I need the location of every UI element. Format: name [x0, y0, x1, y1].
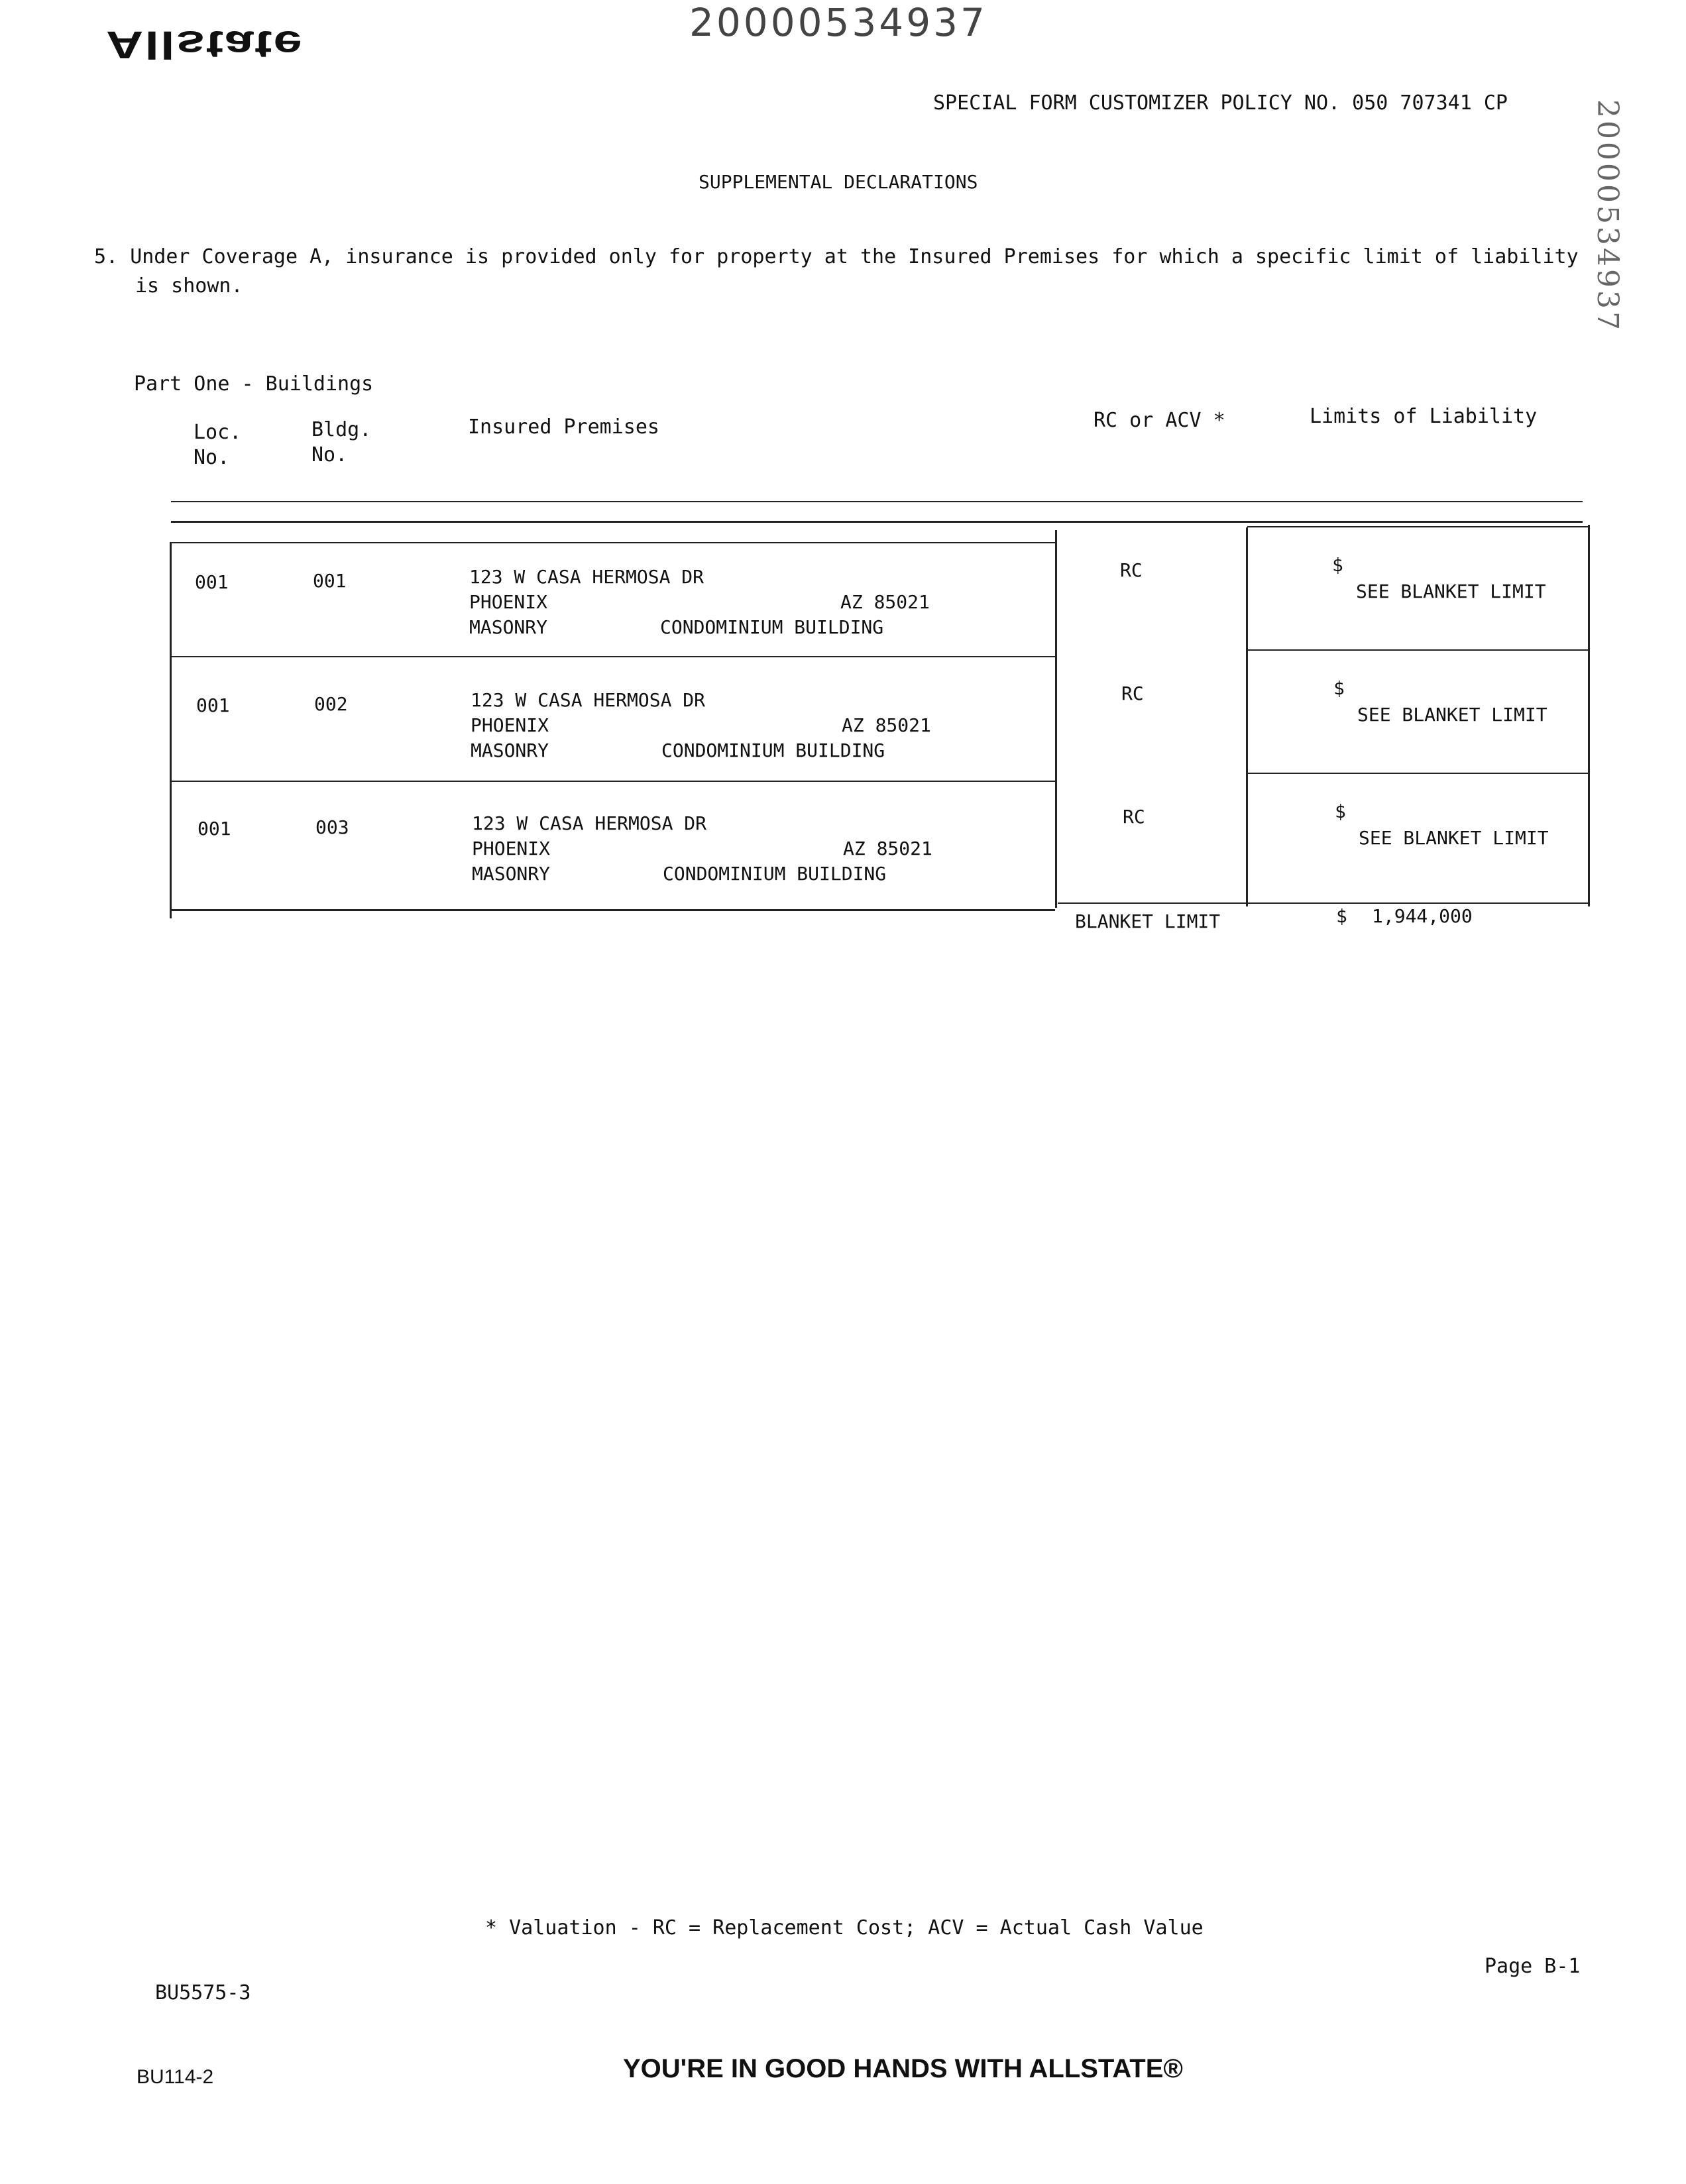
- row-1-valuation: RC: [1120, 559, 1143, 581]
- row-1-occupancy: CONDOMINIUM BUILDING: [660, 616, 884, 638]
- page-number: Page B-1: [1485, 1955, 1581, 1978]
- document-number: 20000534937: [689, 0, 987, 45]
- blanket-limit-amount: 1,944,000: [1372, 905, 1473, 927]
- blanket-limit-dollar: $: [1336, 905, 1347, 927]
- row-2-valuation: RC: [1121, 682, 1144, 704]
- item-number: 5.: [94, 245, 119, 268]
- col-header-bldg-2: No.: [311, 443, 348, 466]
- row-1-dollar: $: [1332, 554, 1343, 576]
- row-1-bldg: 001: [313, 570, 347, 592]
- row-3-type-line: [472, 861, 932, 887]
- table-right-border: [1588, 525, 1590, 906]
- table-bottom-left: [171, 909, 1055, 911]
- row-2-limit: SEE BLANKET LIMIT: [1357, 704, 1547, 726]
- row-3-limit: SEE BLANKET LIMIT: [1359, 827, 1549, 849]
- company-logo: Allstate: [106, 23, 304, 67]
- valuation-note: * Valuation - RC = Replacement Cost; ACV = Actual Cash Value: [485, 1916, 1204, 1939]
- row-separator-2b: [1247, 773, 1588, 774]
- row-1-limit: SEE BLANKET LIMIT: [1356, 580, 1546, 602]
- row-3-construction: MASONRY: [472, 863, 551, 885]
- col-header-loc-1: Loc.: [194, 421, 242, 444]
- row-separator-2: [171, 781, 1055, 782]
- row-2-street: 123 W CASA HERMOSA DR: [471, 689, 706, 711]
- col-header-loc: [194, 420, 241, 470]
- item-5-text: Under Coverage A, insurance is provided only for property at the Insured Premises for which a specific limit of liability: [130, 245, 1579, 268]
- form-code-1: BU5575-3: [155, 1981, 251, 2004]
- row-1-construction: MASONRY: [469, 616, 548, 638]
- table-bottom-right: [1058, 902, 1588, 904]
- row-2-city: PHOENIX: [471, 714, 549, 736]
- row-1-loc: 001: [195, 571, 229, 593]
- row-1-address: [469, 565, 930, 640]
- row-2-state-zip: AZ 85021: [842, 714, 931, 736]
- header-rule-bottom: [171, 521, 1583, 523]
- col-header-valuation: RC or ACV *: [1094, 409, 1225, 432]
- row-3-dollar: $: [1335, 800, 1346, 822]
- row-3-city-line: [472, 836, 932, 861]
- col-header-bldg-1: Bldg.: [311, 418, 372, 441]
- item-5-line-2: is shown.: [135, 274, 243, 298]
- row-separator-1: [171, 656, 1055, 657]
- col-header-premises: Insured Premises: [468, 415, 659, 439]
- table-top-right: [1247, 526, 1589, 527]
- section-title: SUPPLEMENTAL DECLARATIONS: [699, 171, 978, 193]
- row-3-occupancy: CONDOMINIUM BUILDING: [663, 863, 887, 885]
- policy-line: SPECIAL FORM CUSTOMIZER POLICY NO. 050 707341 CP: [933, 91, 1508, 115]
- col-header-bldg: [311, 417, 371, 468]
- table-top-left: [171, 542, 1055, 543]
- header-rule-top: [171, 501, 1583, 502]
- row-2-bldg: 002: [314, 693, 348, 715]
- row-2-loc: 001: [196, 694, 230, 716]
- row-2-dollar: $: [1333, 677, 1345, 699]
- row-1-type-line: [469, 615, 930, 640]
- part-title: Part One - Buildings: [134, 372, 374, 396]
- row-1-state-zip: AZ 85021: [840, 591, 930, 613]
- row-3-state-zip: AZ 85021: [843, 838, 932, 859]
- row-1-city: PHOENIX: [469, 591, 548, 613]
- row-2-construction: MASONRY: [471, 739, 549, 761]
- row-2-city-line: [471, 713, 931, 738]
- row-2-occupancy: CONDOMINIUM BUILDING: [661, 739, 885, 761]
- item-5-line-1: [94, 243, 1579, 272]
- row-2-address: [471, 688, 931, 763]
- blanket-limit-label: BLANKET LIMIT: [1075, 910, 1221, 932]
- item-5-paragraph: [94, 243, 1579, 301]
- row-2-type-line: [471, 738, 931, 763]
- col-header-limits: Limits of Liability: [1310, 405, 1538, 428]
- row-3-address: [472, 811, 932, 887]
- row-3-loc: 001: [197, 818, 231, 840]
- row-3-street: 123 W CASA HERMOSA DR: [472, 812, 707, 834]
- row-3-city: PHOENIX: [472, 838, 551, 859]
- table-divider-1: [1055, 530, 1057, 908]
- table-left-border: [170, 542, 172, 918]
- row-3-valuation: RC: [1123, 806, 1145, 828]
- row-1-street: 123 W CASA HERMOSA DR: [469, 566, 704, 588]
- col-header-loc-2: No.: [194, 446, 230, 469]
- table-divider-2: [1246, 527, 1248, 906]
- row-1-city-line: [469, 590, 930, 615]
- row-separator-1b: [1247, 649, 1588, 651]
- form-code-2: BU114-2: [137, 2066, 214, 2088]
- slogan: YOU'RE IN GOOD HANDS WITH ALLSTATE®: [623, 2054, 1183, 2083]
- side-stamp: 20000534937: [1591, 99, 1624, 333]
- row-3-bldg: 003: [315, 816, 349, 838]
